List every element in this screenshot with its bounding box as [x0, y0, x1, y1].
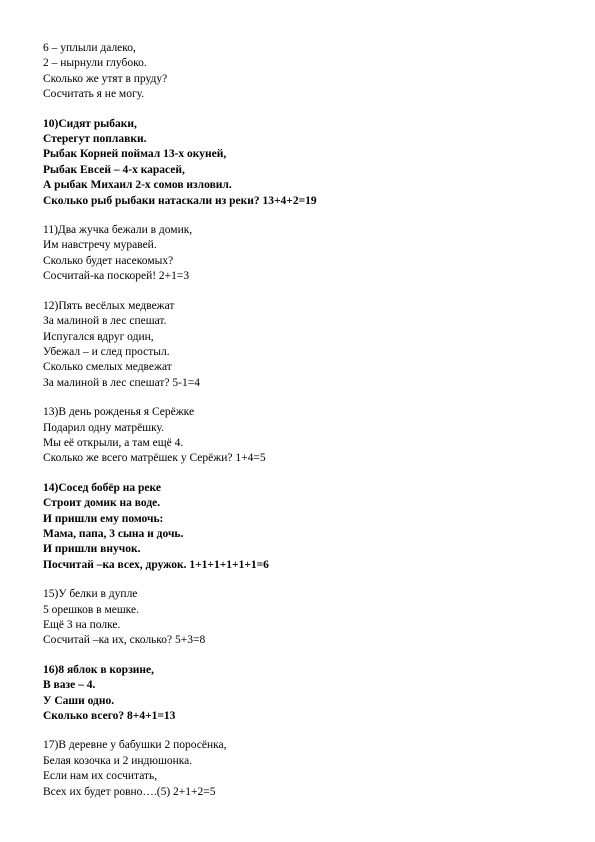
text-line: 2 – нырнули глубоко.: [43, 57, 147, 70]
text-line: Ещё 3 на полке.: [43, 619, 121, 631]
stanza-16-apples: [43, 663, 563, 725]
text-line: И пришли ему помочь:: [43, 512, 164, 525]
text-line: 17)В деревне у бабушки 2 поросёнка,: [43, 739, 227, 752]
text-line: Стерегут поплавки.: [43, 133, 147, 146]
document-page: [43, 41, 563, 814]
text-line: 15)У белки в дупле: [43, 588, 138, 601]
text-line: Рыбак Евсей – 4-х карасей,: [43, 163, 185, 176]
text-line: Мама, папа, 3 сына и дочь.: [43, 527, 184, 540]
text-line: 13)В день рожденья я Серёжке: [43, 406, 195, 419]
stanza-15-squirrel: [43, 587, 563, 649]
text-line: 11)Два жучка бежали в домик,: [43, 224, 193, 237]
text-line: Сосчитай –ка их, сколько? 5+3=8: [43, 634, 206, 647]
stanza-14-beaver: [43, 481, 563, 573]
text-line: Испугался вдруг один,: [43, 330, 154, 343]
text-line: Мы её открыли, а там ещё 4.: [43, 436, 184, 449]
text-line: Подарил одну матрёшку.: [43, 421, 165, 434]
text-line: У Саши одно.: [43, 694, 115, 707]
text-line: В вазе – 4.: [43, 679, 96, 692]
stanza-ducklings-ending: [43, 41, 563, 103]
text-line: Сколько рыб рыбаки натаскали из реки? 13+4+2=19: [43, 194, 317, 207]
text-line: Сосчитать я не могу.: [43, 88, 145, 101]
text-line: Строит домик на воде.: [43, 497, 161, 510]
text-line: Белая козочка и 2 индюшонка.: [43, 754, 193, 767]
stanza-11-beetles: [43, 223, 563, 285]
text-line: Сосчитай-ка поскорей! 2+1=3: [43, 270, 190, 283]
text-line: 14)Сосед бобёр на реке: [43, 481, 161, 494]
text-line: Посчитай –ка всех, дружок. 1+1+1+1+1+1=6: [43, 558, 269, 571]
text-line: За малиной в лес спешат.: [43, 315, 167, 328]
text-line: Всех их будет ровно….(5) 2+1+2=5: [43, 785, 216, 798]
text-line: Сколько смелых медвежат: [43, 361, 172, 374]
text-line: 12)Пять весёлых медвежат: [43, 299, 175, 312]
text-line: Сколько же утят в пруду?: [43, 72, 168, 85]
text-line: Рыбак Корней поймал 13-х окуней,: [43, 148, 227, 161]
text-line: Если нам их сосчитать,: [43, 770, 158, 783]
text-line: А рыбак Михаил 2-х сомов изловил.: [43, 179, 232, 192]
text-line: За малиной в лес спешат? 5-1=4: [43, 376, 200, 389]
stanza-13-matryoshka: [43, 405, 563, 467]
text-line: Им навстречу муравей.: [43, 239, 157, 252]
text-line: 16)8 яблок в корзине,: [43, 663, 155, 676]
text-line: Сколько всего? 8+4+1=13: [43, 710, 176, 723]
stanza-12-bear-cubs: [43, 299, 563, 391]
stanza-17-village: [43, 738, 563, 800]
text-line: 5 орешков в мешке.: [43, 603, 139, 616]
text-line: 10)Сидят рыбаки,: [43, 117, 137, 130]
stanza-10-fishermen: [43, 117, 563, 209]
text-line: Сколько будет насекомых?: [43, 254, 174, 267]
text-line: И пришли внучок.: [43, 543, 141, 556]
text-line: Сколько же всего матрёшек у Серёжи? 1+4=5: [43, 452, 266, 465]
text-line: Убежал – и след простыл.: [43, 345, 170, 358]
text-line: 6 – уплыли далеко,: [43, 42, 136, 54]
